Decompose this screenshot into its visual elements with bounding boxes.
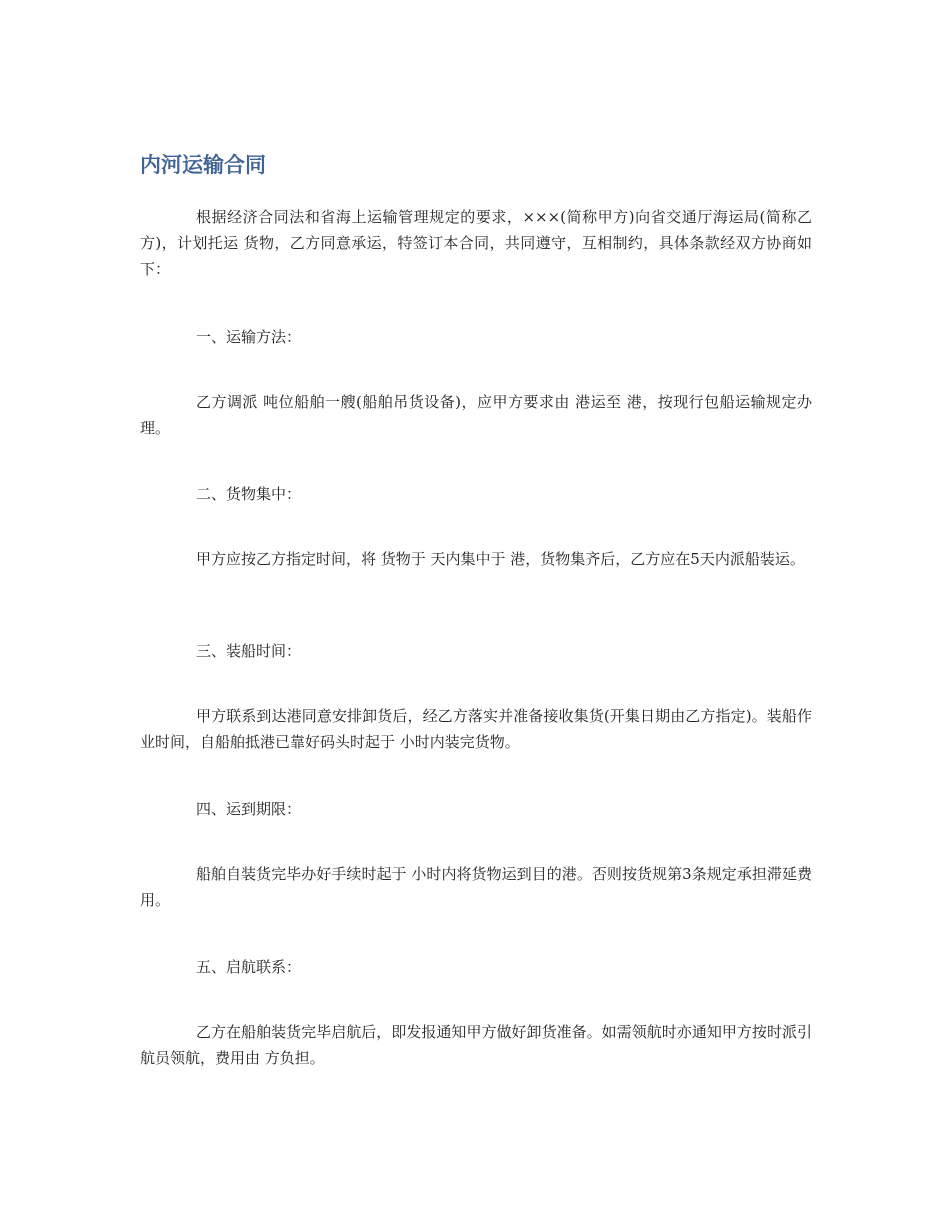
section-body-3: 甲方联系到达港同意安排卸货后，经乙方落实并准备接收集货(开集日期由乙方指定)。装船作业时间，自船舶抵港已靠好码头时起于 小时内装完货物。: [140, 707, 812, 751]
document-title: 内河运输合同: [140, 153, 266, 177]
section-heading-1: 一、运输方法：: [196, 328, 302, 346]
section-body-1: 乙方调派 吨位船舶一艘(船舶吊货设备)，应甲方要求由 港运至 港，按现行包船运输规定办理。: [140, 393, 812, 437]
intro-paragraph: 根据经济合同法和省海上运输管理规定的要求，×××(简称甲方)向省交通厅海运局(简称乙方)，计划托运 货物，乙方同意承运，特签订本合同，共同遵守，互相制约，具体条款经双方协商如下：: [140, 208, 812, 278]
section-body-2: 甲方应按乙方指定时间，将 货物于 天内集中于 港，货物集齐后，乙方应在5天内派船装运。: [196, 550, 805, 568]
section-body-5: 乙方在船舶装货完毕启航后，即发报通知甲方做好卸货准备。如需领航时亦通知甲方按时派引航员领航，费用由 方负担。: [140, 1023, 812, 1067]
section-heading-4: 四、运到期限：: [196, 800, 302, 818]
section-heading-3: 三、装船时间：: [196, 642, 302, 660]
section-heading-5: 五、启航联系：: [196, 958, 302, 976]
section-body-4: 船舶自装货完毕办好手续时起于 小时内将货物运到目的港。否则按货规第3条规定承担滞延费用。: [140, 865, 812, 909]
section-heading-2: 二、货物集中：: [196, 485, 302, 503]
